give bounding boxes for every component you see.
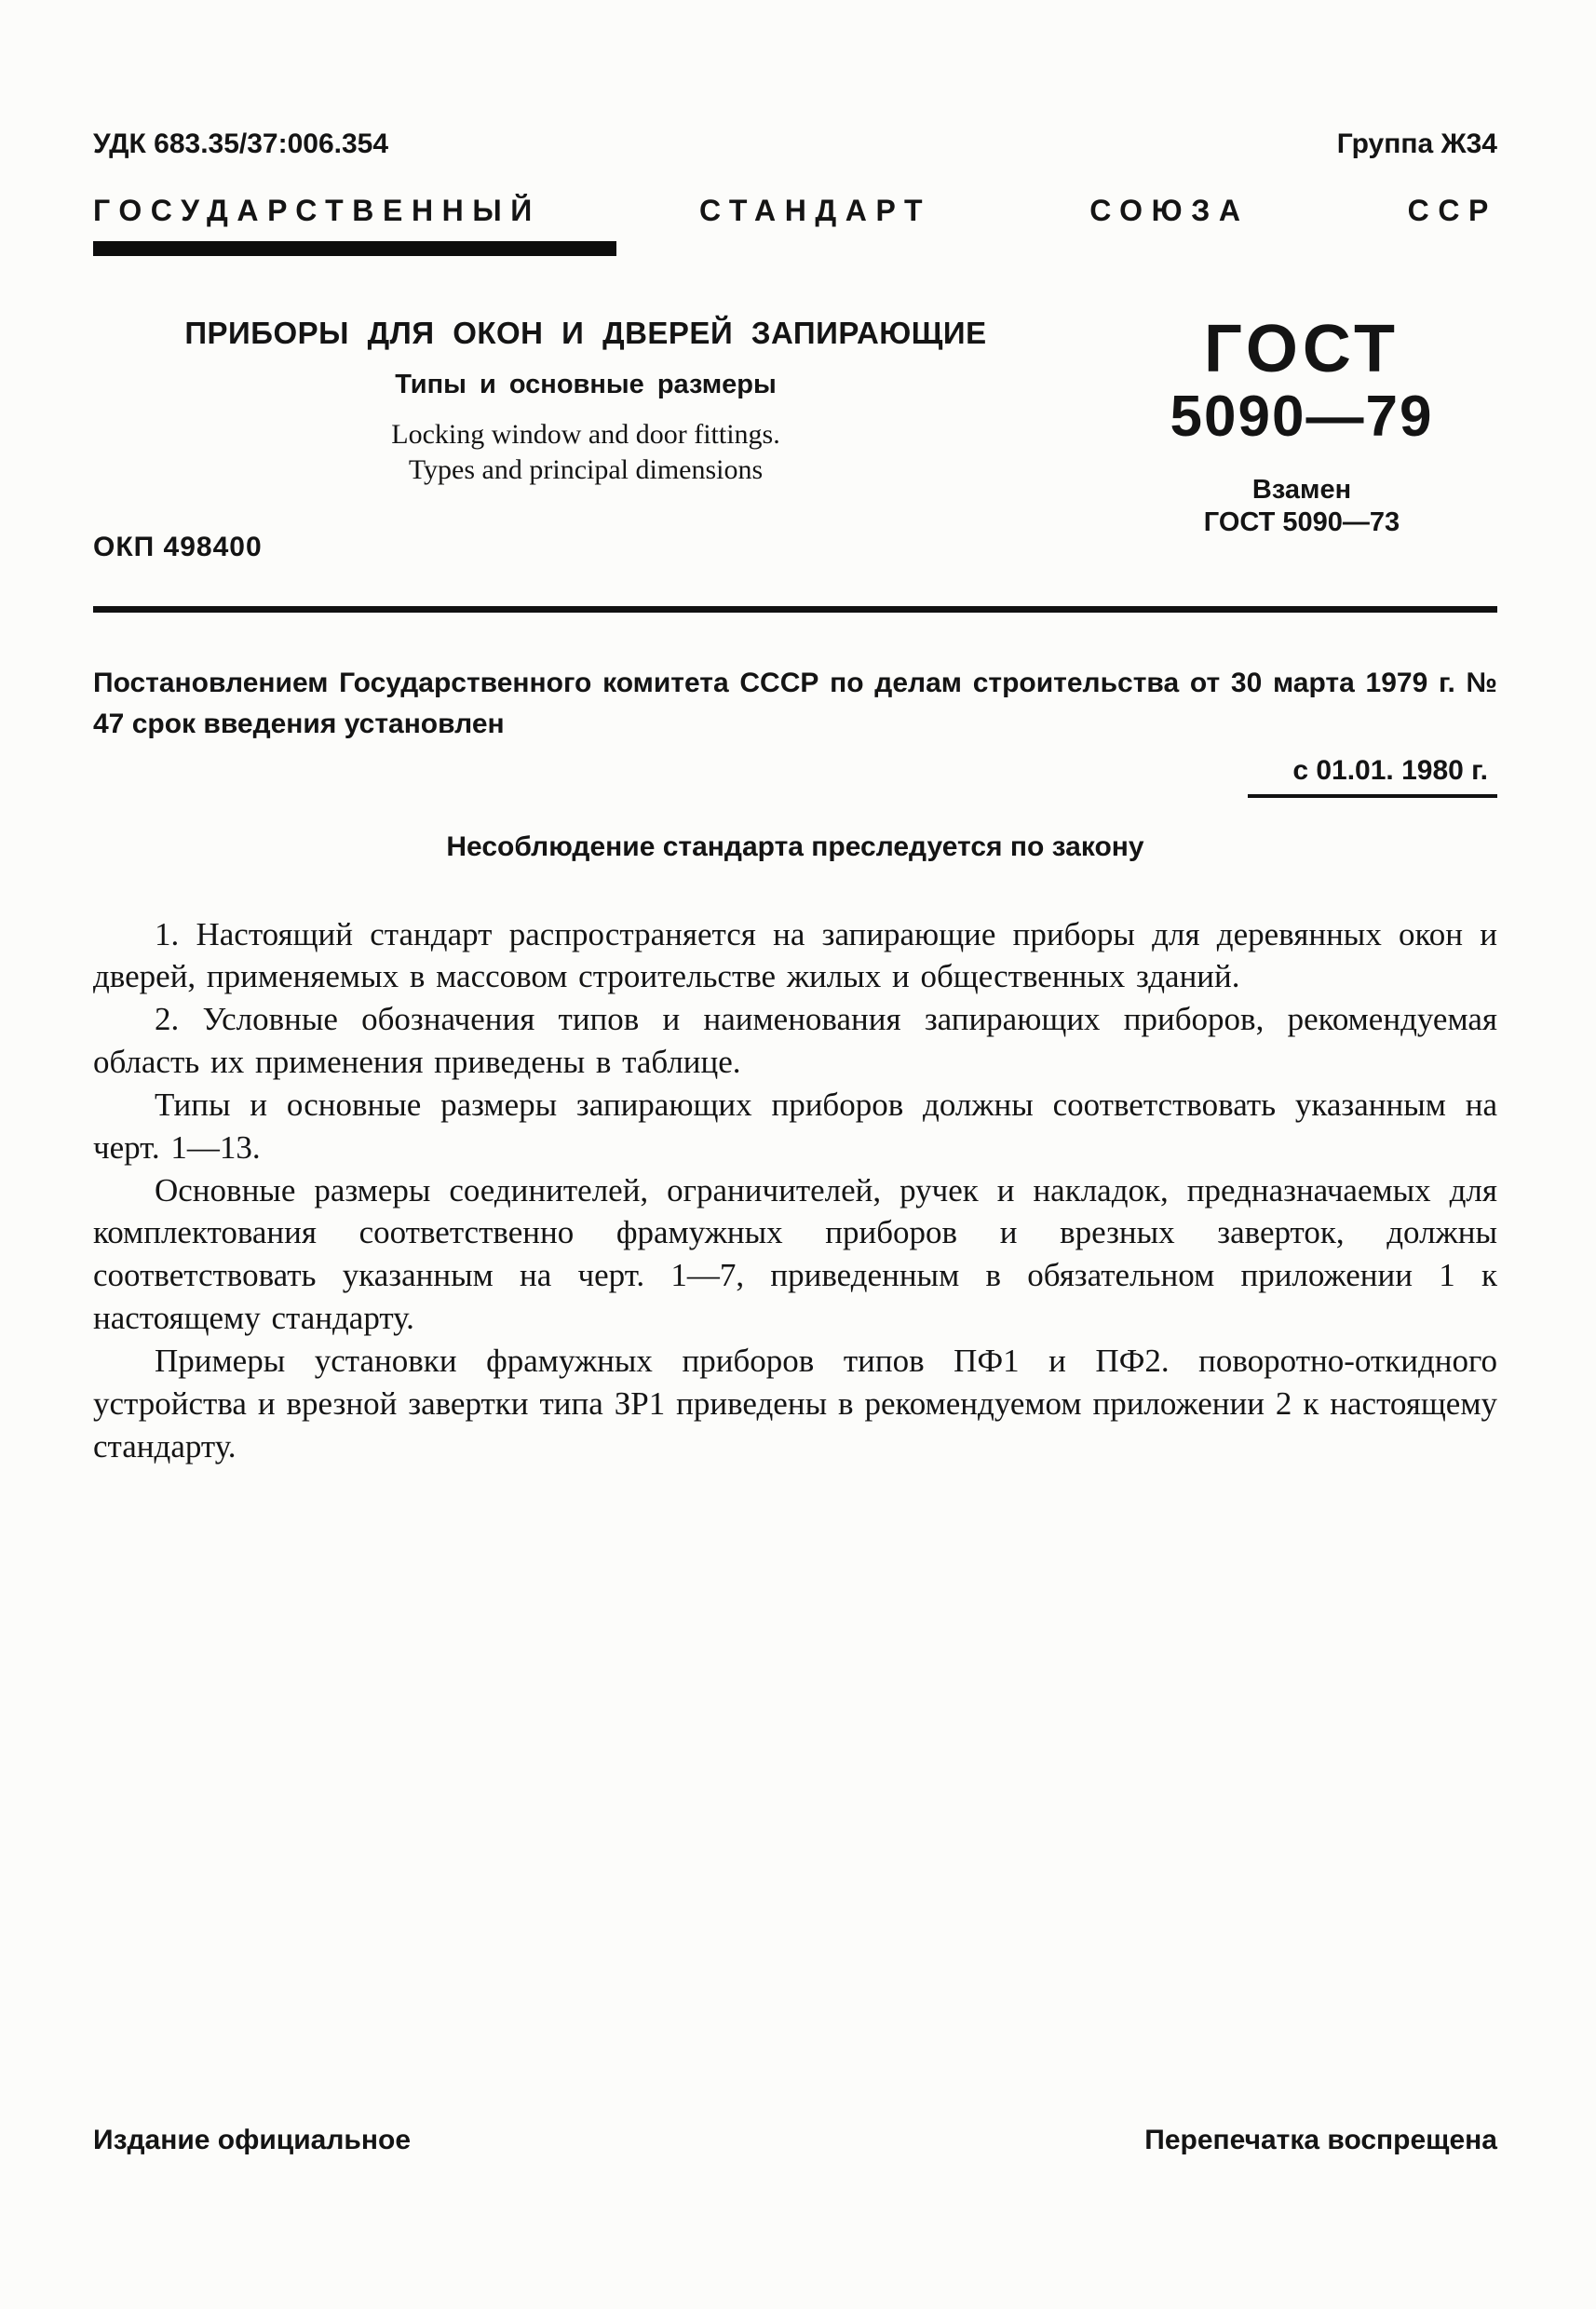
body-paragraph: Основные размеры соединителей, ограничителей, ручек и накладок, предназначаемых для комплектования соответственно фрамужных приборов и врезных заверток, должны соответствовать указанным на черт. 1—7, приведенным в обязательном приложении 1 к настоящему стандарту. (93, 1171, 1497, 1337)
body-paragraph: 1. Настоящий стандарт распространяется на запирающие приборы для деревянных окон и дверей, применяемых в массовом строительстве жилых и общественных зданий. (93, 915, 1497, 995)
body-text (93, 913, 1497, 1468)
document-header-row (93, 128, 1497, 160)
replaces-label: Взамен (1251, 475, 1352, 506)
effective-date: с 01.01. 1980 г. (1248, 755, 1497, 798)
okp-code: ОКП 498400 (93, 531, 263, 562)
body-paragraph: Типы и основные размеры запирающих приборов должны соответствовать указанным на черт. 1—13. (93, 1086, 1497, 1166)
footer-edition-note: Издание официальное (93, 2125, 412, 2155)
title-block (93, 312, 1497, 563)
footer-row (93, 2125, 1497, 2156)
body-paragraph: Примеры установки фрамужных приборов типов ПФ1 и ПФ2. поворотно-откидного устройства и врезной завертки типа ЗР1 приведены в рекомендуемом приложении 2 к настоящему стандарту. (93, 1343, 1497, 1465)
state-standard-heading: ГОСУДАРСТВЕННЫЙ СТАНДАРТ СОЮЗА ССР (93, 194, 1497, 227)
document-title-ru: ПРИБОРЫ ДЛЯ ОКОН И ДВЕРЕЙ ЗАПИРАЮЩИЕ (184, 316, 987, 350)
title-right-column (1106, 312, 1497, 563)
document-title-en (93, 417, 1078, 489)
law-notice: Несоблюдение стандарта преследуется по закону (446, 830, 1144, 862)
document-title-en-line2: Types and principal dimensions (408, 454, 764, 486)
body-paragraph: 2. Условные обозначения типов и наименования запирающих приборов, рекомендуемая область их применения приведены в таблице. (93, 1001, 1497, 1081)
document-title-en-line1: Locking window and door fittings. (391, 419, 780, 450)
decree-paragraph: Постановлением Государственного комитета СССР по делам строительства от 30 марта 1979 г. № 47 срок введения установлен (93, 667, 1497, 740)
section-divider-rule (93, 606, 1497, 613)
document-subtitle-ru: Типы и основные размеры (395, 370, 777, 399)
gost-designation: ГОСТ (1203, 312, 1400, 386)
group-label: Группа Ж34 (1336, 128, 1497, 159)
udk-label: УДК 683.35/37:006.354 (93, 128, 389, 159)
effective-date-row (93, 755, 1497, 798)
replaces-number: ГОСТ 5090—73 (1203, 507, 1400, 538)
title-left-column (93, 316, 1106, 563)
header-rule-bar (93, 241, 616, 256)
gost-number: 5090—79 (1170, 385, 1434, 449)
footer-reprint-note: Перепечатка воспрещена (1144, 2125, 1497, 2155)
